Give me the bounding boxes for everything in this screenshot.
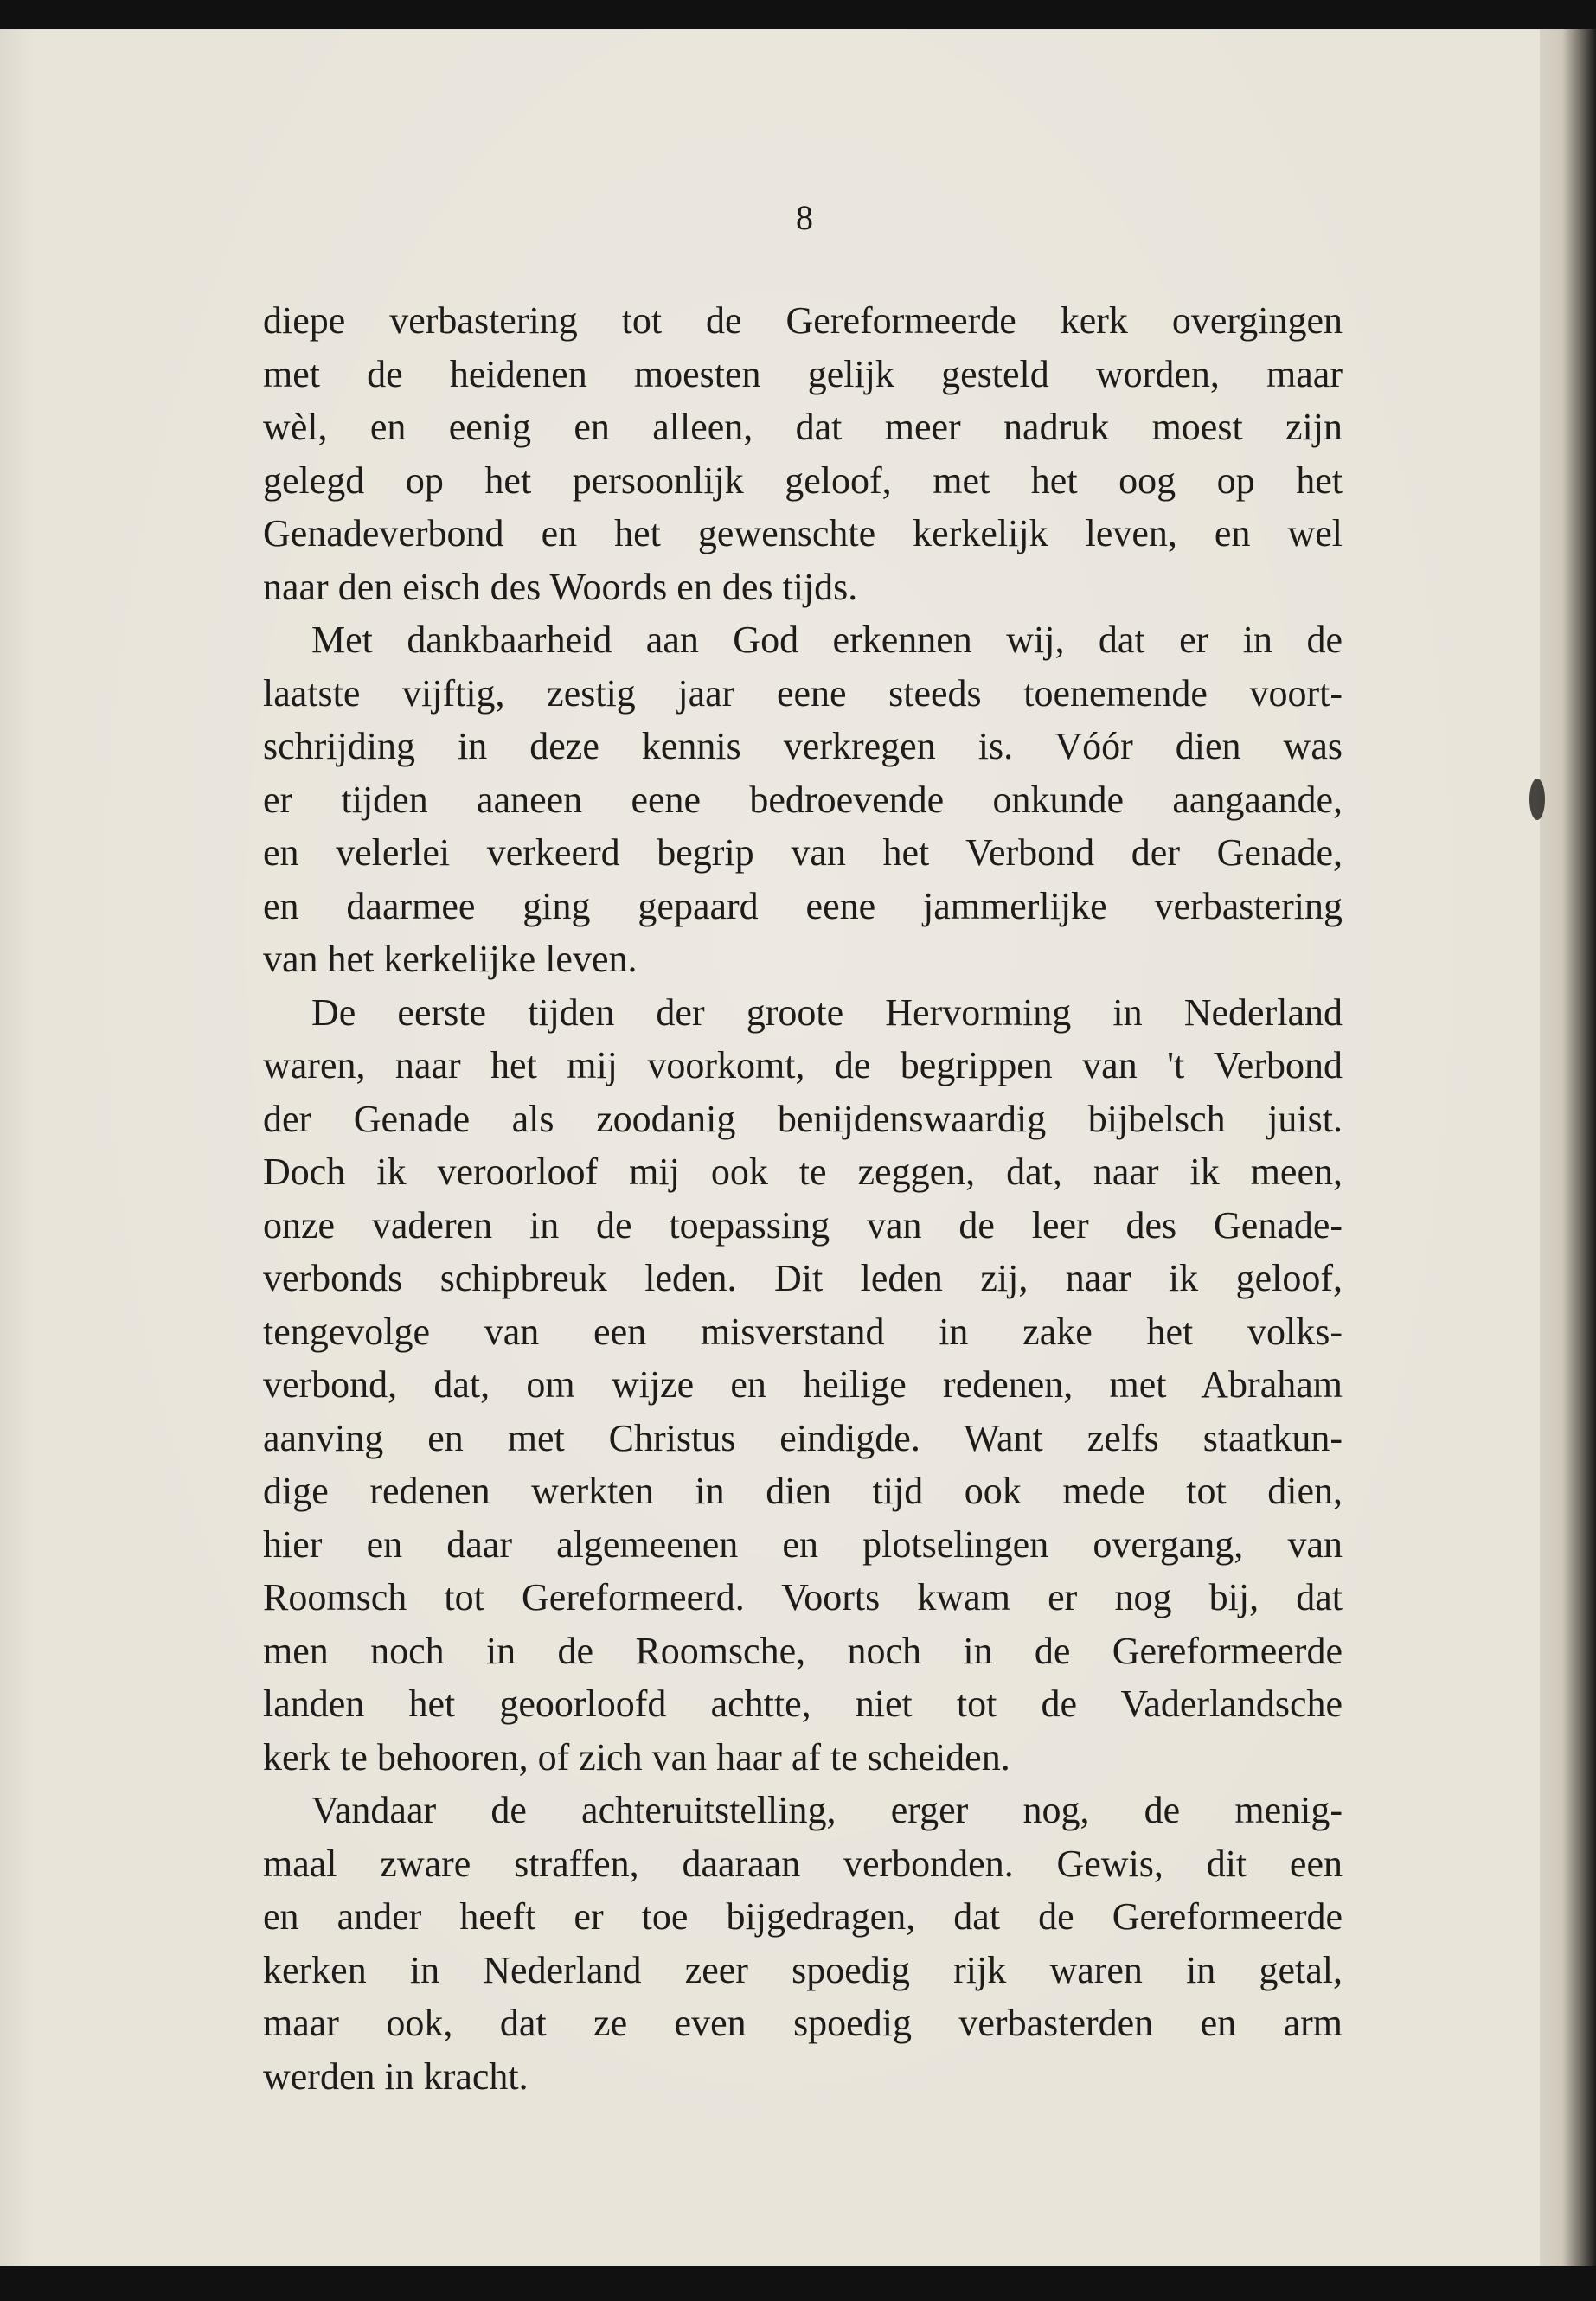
body-text: [263, 294, 1343, 2103]
text-line: tengevolge van een misverstand in zake het volks-: [263, 1310, 1343, 1353]
text-line: wèl, en eenig en alleen, dat meer nadruk moest zijn: [263, 406, 1343, 448]
text-line: en daarmee ging gepaard eene jammerlijke verbastering: [263, 884, 1343, 927]
paragraph-1: [263, 294, 1343, 613]
text-line: hier en daar algemeenen en plotselingen overgang, van: [263, 1522, 1343, 1566]
text-line: aanving en met Christus eindigde. Want zelfs staatkun-: [263, 1416, 1343, 1459]
text-line: werden in kracht.: [263, 2054, 529, 2098]
text-line: kerken in Nederland zeer spoedig rijk waren in getal,: [263, 1948, 1343, 1991]
paragraph-2: [263, 613, 1343, 986]
text-line: Vandaar de achteruitstelling, erger nog, de menig-: [311, 1789, 1343, 1831]
text-line: maal zware straffen, daaraan verbonden. Gewis, dit een: [263, 1842, 1343, 1885]
text-line: kerk te behooren, of zich van haar af te scheiden.: [263, 1735, 1010, 1779]
text-line: gelegd op het persoonlijk geloof, met het oog op het: [263, 458, 1343, 502]
text-line: Met dankbaarheid aan God erkennen wij, dat er in de: [311, 619, 1343, 661]
text-line: met de heidenen moesten gelijk gesteld worden, maar: [263, 352, 1343, 395]
text-line: onze vaderen in de toepassing van de leer des Genade-: [263, 1203, 1343, 1247]
paragraph-3: [263, 986, 1343, 1785]
ink-stain: [1529, 779, 1545, 820]
text-line: Roomsch tot Gereformeerd. Voorts kwam er nog bij, dat: [263, 1576, 1343, 1618]
text-line: diepe verbastering tot de Gereformeerde kerk overgingen: [263, 299, 1343, 342]
text-line: men noch in de Roomsche, noch in de Gereformeerde: [263, 1629, 1343, 1672]
text-line: en velerlei verkeerd begrip van het Verbond der Genade,: [263, 831, 1343, 874]
text-line: Doch ik veroorloof mij ook te zeggen, dat, naar ik meen,: [263, 1150, 1343, 1193]
text-line: Genadeverbond en het gewenschte kerkelijk leven, en wel: [263, 512, 1343, 554]
text-line: verbond, dat, om wijze en heilige redenen, met Abraham: [263, 1363, 1343, 1406]
text-line: der Genade als zoodanig benijdenswaardig bijbelsch juist.: [263, 1097, 1343, 1140]
text-line: schrijding in deze kennis verkregen is. Vóór dien was: [263, 725, 1343, 767]
page-edge-shadow: [1540, 29, 1596, 2266]
text-line: en ander heeft er toe bijgedragen, dat de Gereformeerde: [263, 1895, 1343, 1938]
text-line: verbonds schipbreuk leden. Dit leden zij, naar ik geloof,: [263, 1257, 1343, 1299]
text-line: landen het geoorloofd achtte, niet tot de Vaderlandsche: [263, 1682, 1343, 1725]
paragraph-4: [263, 1784, 1343, 2103]
text-line: er tijden aaneen eene bedroevende onkunde aangaande,: [263, 778, 1343, 821]
page-number: 8: [796, 198, 813, 237]
text-line: van het kerkelijke leven.: [263, 938, 638, 980]
text-line: waren, naar het mij voorkomt, de begrippen van 't Verbond: [263, 1044, 1343, 1086]
text-line: maar ook, dat ze even spoedig verbasterden en arm: [263, 2002, 1343, 2044]
text-line: De eerste tijden der groote Hervorming in Nederland: [311, 990, 1343, 1034]
text-line: naar den eisch des Woords en des tijds.: [263, 565, 858, 608]
text-line: laatste vijftig, zestig jaar eene steeds toenemende voort-: [263, 671, 1343, 715]
text-line: dige redenen werkten in dien tijd ook mede tot dien,: [263, 1470, 1343, 1512]
